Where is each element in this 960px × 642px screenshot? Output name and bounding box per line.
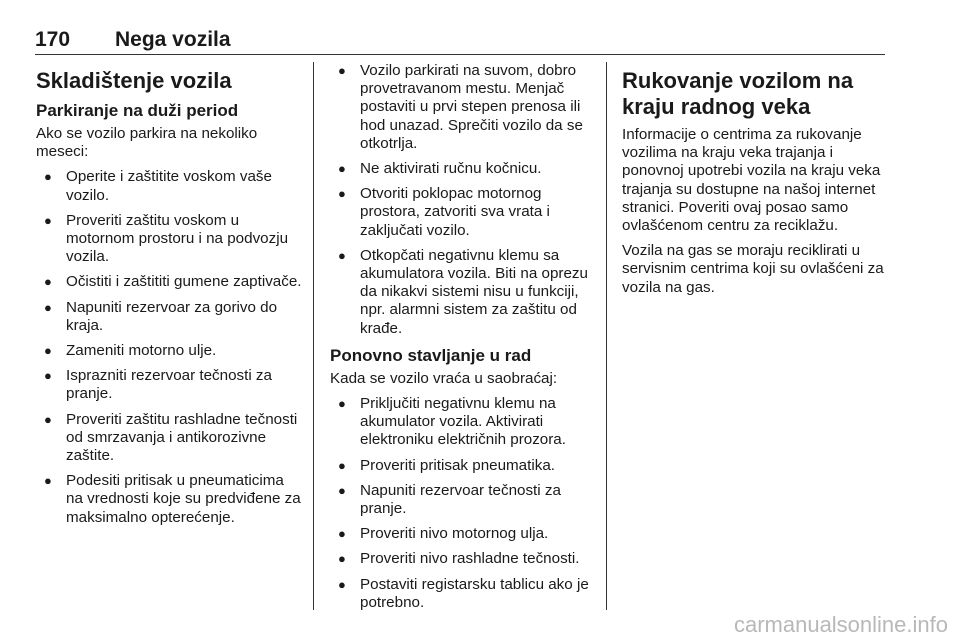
section-title-end-of-life: Rukovanje vozilom na kraju radnog veka [622, 68, 854, 119]
bullet-icon: ● [44, 212, 52, 228]
list-item: ● Podesiti pritisak u pneumaticima na vrednosti koje su predviđene za maksimalno opterećenje. [44, 472, 301, 526]
bullet-icon: ● [338, 457, 346, 473]
bullet-icon: ● [44, 343, 52, 359]
list-item: ● Otvoriti poklopac motornog prostora, zatvoriti sva vrata i zaključati vozilo. [338, 185, 550, 239]
bullet-icon: ● [44, 473, 52, 489]
header-divider [35, 54, 885, 55]
column-divider [606, 62, 607, 610]
list-item: ● Očistiti i zaštititi gumene zaptivače. [44, 273, 302, 291]
column-divider [313, 62, 314, 610]
section-title-storage: Skladištenje vozila [36, 68, 232, 93]
bullet-list-storage [36, 168, 302, 526]
bullet-icon: ● [338, 576, 346, 592]
bullet-icon: ● [44, 368, 52, 384]
list-item: ● Vozilo parkirati na suvom, dobro provetravanom mestu. Menjač postaviti u prvi stepen prenosa ili hod unazad. Sprečiti vozilo da se otkotrlja. [338, 62, 583, 152]
intro-text: Kada se vozilo vraća u saobraćaj: [330, 369, 558, 387]
bullet-icon: ● [338, 551, 346, 567]
list-item: ● Proveriti nivo rashladne tečnosti. [338, 550, 580, 568]
list-item: ● Postaviti registarsku tablicu ako je potrebno. [338, 575, 589, 611]
paragraph: Vozila na gas se moraju reciklirati u servisnim centrima koji su ovlašćeni za vozila na gas. [622, 242, 884, 296]
list-item: ● Proveriti nivo motornog ulja. [338, 525, 549, 543]
subsection-title-return-to-service: Ponovno stavljanje u rad [330, 345, 532, 365]
list-item: ● Isprazniti rezervoar tečnosti za pranje. [44, 367, 272, 403]
bullet-icon: ● [44, 169, 52, 185]
page-number: 170 [35, 28, 71, 51]
list-item: ● Operite i zaštitite voskom vaše vozilo. [44, 168, 272, 204]
bullet-icon: ● [338, 186, 346, 202]
intro-text: Ako se vozilo parkira na nekoliko meseci: [36, 125, 258, 161]
list-item: ● Ne aktivirati ručnu kočnicu. [338, 160, 542, 178]
bullet-icon: ● [338, 247, 346, 263]
bullet-icon: ● [44, 274, 52, 290]
bullet-icon: ● [338, 526, 346, 542]
bullet-icon: ● [338, 161, 346, 177]
bullet-icon: ● [338, 396, 346, 412]
bullet-icon: ● [44, 411, 52, 427]
list-item: ● Priključiti negativnu klemu na akumulator vozila. Aktivirati elektroniku električnih prozora. [338, 395, 566, 449]
bullet-icon: ● [44, 299, 52, 315]
column-parking-and-return [330, 62, 594, 619]
bullet-list-return [330, 395, 594, 612]
list-item: ● Napuniti rezervoar tečnosti za pranje. [338, 481, 561, 518]
chapter-title: Nega vozila [115, 28, 231, 51]
watermark-text: carmanualsonline.info [733, 612, 948, 637]
list-item: ● Otkopčati negativnu klemu sa akumulatora vozila. Biti na oprezu da nikakvi sistemi nisu u funkciji, npr. alarmni sistem za zaštitu od krađe. [338, 246, 588, 337]
list-item: ● Napuniti rezervoar za gorivo do kraja. [44, 298, 278, 334]
list-item: ● Proveriti zaštitu voskom u motornom prostoru i na podvozju vozila. [44, 211, 289, 266]
bullet-icon: ● [338, 63, 346, 78]
column-end-of-life [622, 62, 888, 304]
list-item: ● Proveriti pritisak pneumatika. [338, 456, 555, 474]
list-item: ● Zameniti motorno ulje. [44, 342, 217, 360]
subsection-title-long-term-parking: Parkiranje na duži period [36, 101, 239, 120]
page-header [35, 26, 885, 54]
list-item: ● Proveriti zaštitu rashladne tečnosti od smrzavanja i antikorozivne zaštite. [44, 410, 298, 465]
column-storage [36, 62, 302, 534]
bullet-list-parking [330, 62, 594, 338]
bullet-icon: ● [338, 482, 346, 498]
paragraph: Informacije o centrima za rukovanje vozilima na kraju veka trajanja i ponovnoj upotrebi vozila na kraju veka trajanja su dostupne na našoj internet stranici. Poveriti ovaj posao samo ovlašćenom centru za reciklažu. [622, 126, 881, 235]
